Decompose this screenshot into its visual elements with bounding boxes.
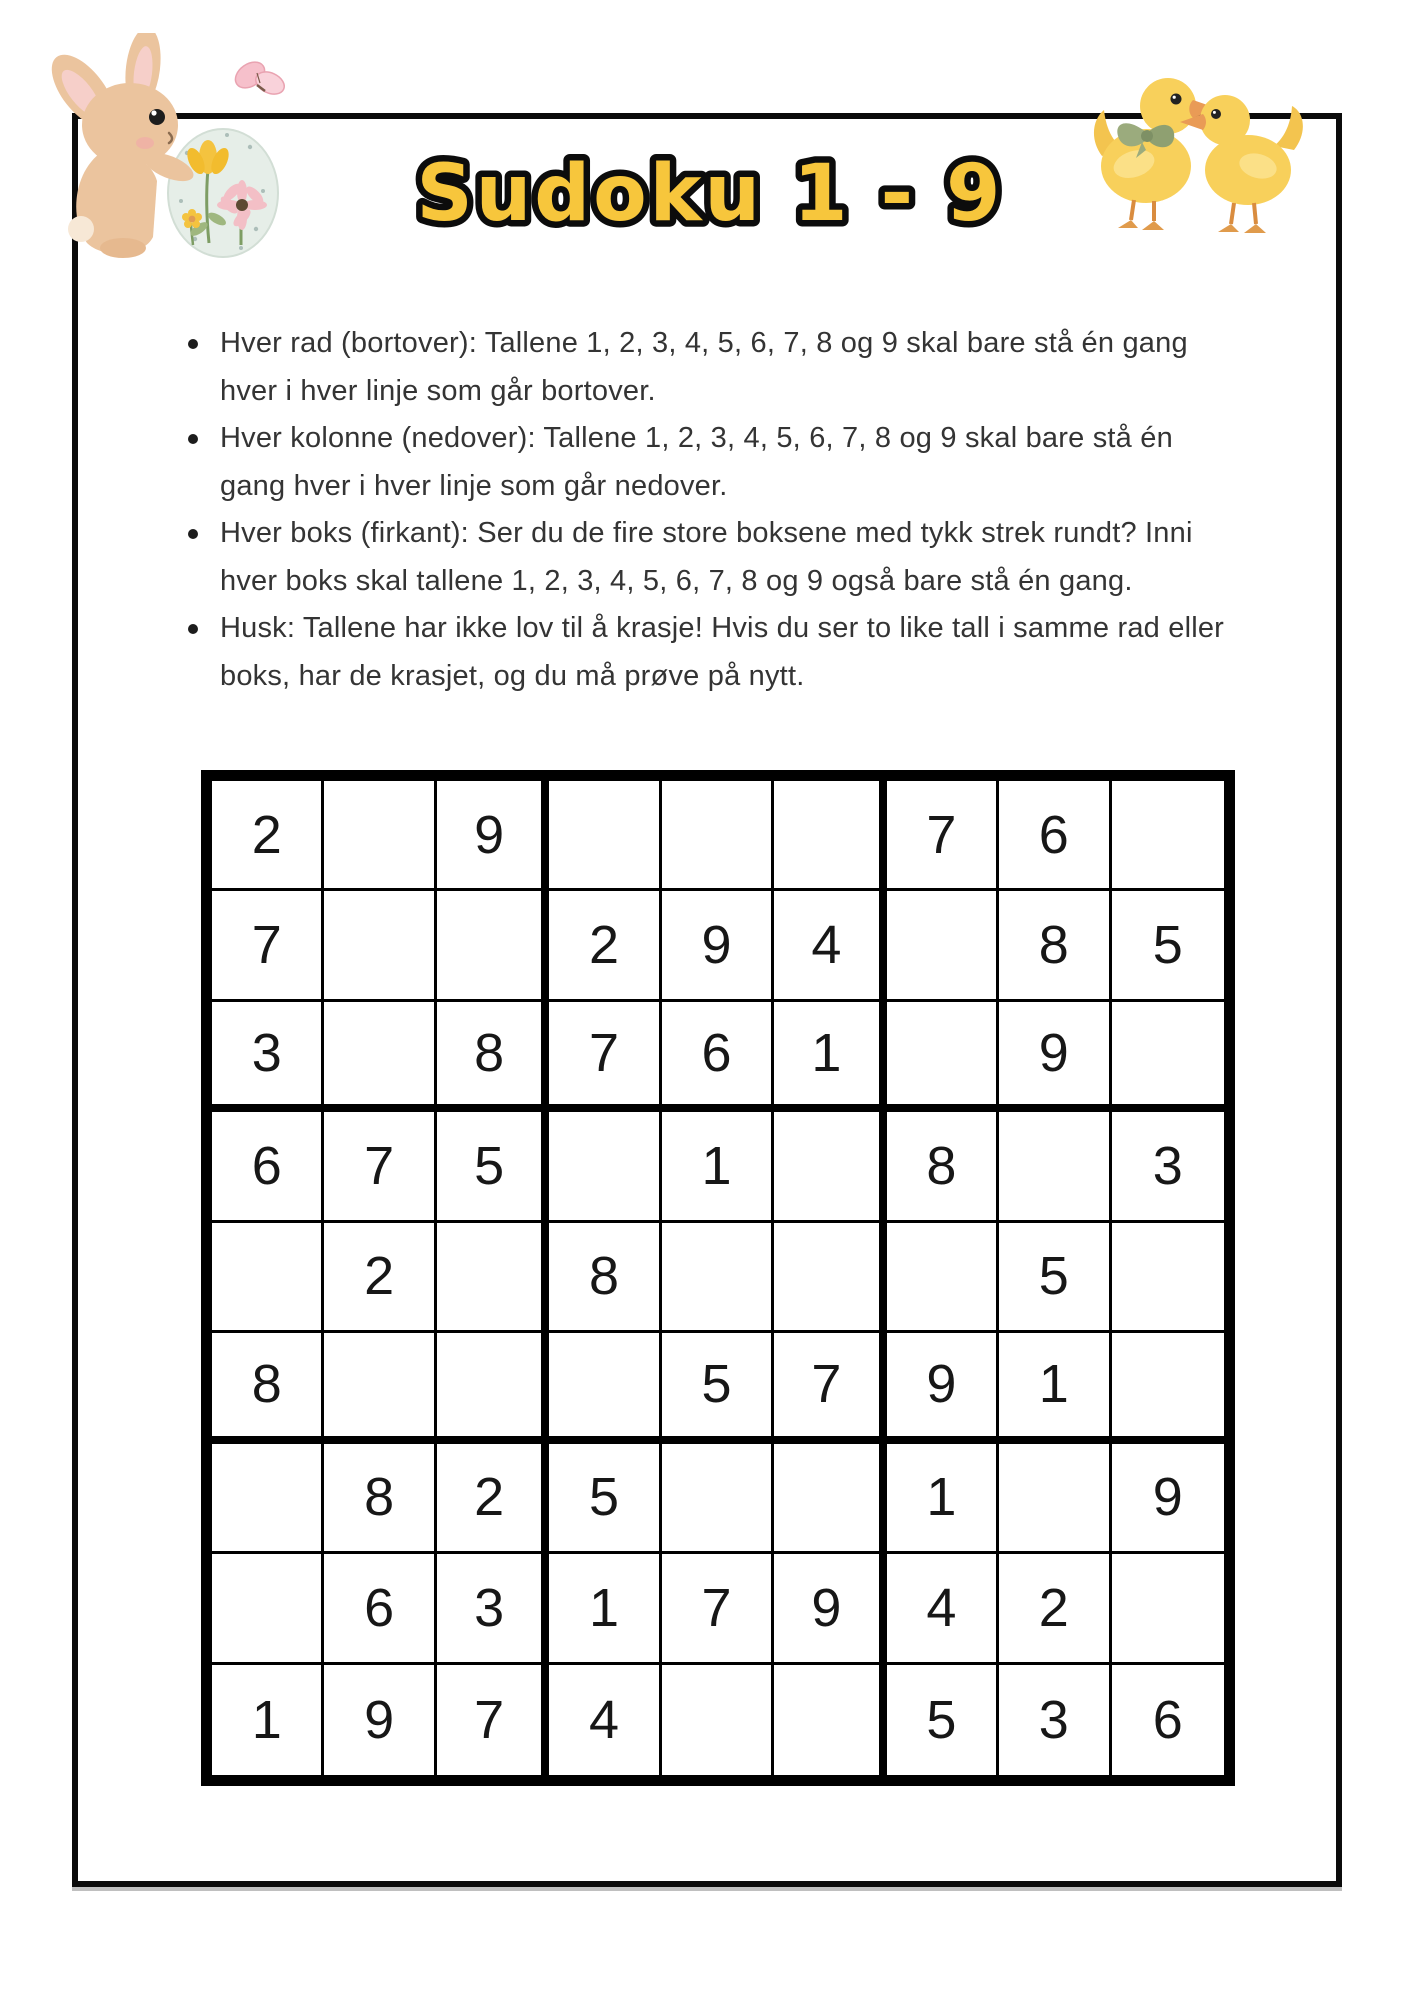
instruction-item-rows [188,320,1240,415]
bullet-dot [188,624,198,634]
sudoku-cell-given: 5 [999,1223,1111,1333]
bullet-dot [188,529,198,539]
sudoku-cell-empty[interactable] [437,891,549,1001]
sudoku-cell-empty[interactable] [1112,1223,1224,1333]
bunny-illustration [45,33,290,263]
sudoku-cell-given: 2 [324,1223,436,1333]
sudoku-cell-given: 2 [437,1444,549,1554]
sudoku-cell-given: 1 [212,1665,324,1775]
sudoku-cell-empty[interactable] [324,781,436,891]
sudoku-cell-empty[interactable] [774,1665,886,1775]
instruction-item-boxes [188,510,1240,605]
sudoku-cell-empty[interactable] [1112,1002,1224,1112]
sudoku-cell-given: 7 [774,1333,886,1443]
sudoku-cell-given: 1 [662,1112,774,1222]
sudoku-grid [201,770,1235,1786]
sudoku-cell-given: 1 [549,1554,661,1664]
duckling-icon [1180,95,1303,233]
sudoku-cell-empty[interactable] [549,1112,661,1222]
easter-egg-icon [168,129,278,257]
sudoku-cell-empty[interactable] [437,1333,549,1443]
sudoku-cell-given: 6 [1112,1665,1224,1775]
sudoku-cell-given: 5 [887,1665,999,1775]
sudoku-cell-given: 7 [437,1665,549,1775]
sudoku-cell-given: 7 [324,1112,436,1222]
sudoku-cell-given: 3 [999,1665,1111,1775]
sudoku-cell-given: 1 [887,1444,999,1554]
sudoku-cell-empty[interactable] [662,1444,774,1554]
bullet-dot [188,434,198,444]
sudoku-cell-given: 2 [212,781,324,891]
sudoku-cell-empty[interactable] [212,1444,324,1554]
sudoku-cell-given: 8 [999,891,1111,1001]
page-title-text: Sudoku 1 - 9 [416,149,1004,239]
sudoku-cell-given: 7 [662,1554,774,1664]
sudoku-cell-empty[interactable] [549,1333,661,1443]
sudoku-cell-empty[interactable] [437,1223,549,1333]
sudoku-cell-empty[interactable] [549,781,661,891]
instruction-text: Husk: Tallene har ikke lov til å krasje! Hvis du ser to like tall i samme rad eller boks, har de krasjet, og du må prøve på nytt. [220,612,1225,692]
sudoku-cell-given: 9 [774,1554,886,1664]
sudoku-cell-given: 9 [999,1002,1111,1112]
butterfly-icon [231,57,288,99]
sudoku-cell-given: 5 [1112,891,1224,1001]
sudoku-cell-empty[interactable] [887,891,999,1001]
sudoku-cell-given: 8 [549,1223,661,1333]
sudoku-cell-empty[interactable] [212,1554,324,1664]
sudoku-cell-given: 5 [549,1444,661,1554]
sudoku-cell-given: 4 [887,1554,999,1664]
sudoku-cell-given: 7 [549,1002,661,1112]
sudoku-cell-given: 9 [1112,1444,1224,1554]
sudoku-cell-given: 1 [774,1002,886,1112]
sudoku-cell-given: 8 [324,1444,436,1554]
sudoku-cell-given: 6 [324,1554,436,1664]
sudoku-cell-empty[interactable] [774,1112,886,1222]
sudoku-cell-empty[interactable] [999,1444,1111,1554]
instruction-item-remember [188,605,1240,700]
sudoku-cell-empty[interactable] [212,1223,324,1333]
sudoku-cell-given: 3 [212,1002,324,1112]
sudoku-cell-empty[interactable] [324,1002,436,1112]
sudoku-cell-given: 6 [662,1002,774,1112]
sudoku-cell-empty[interactable] [324,1333,436,1443]
sudoku-cell-given: 8 [887,1112,999,1222]
sudoku-cell-given: 9 [437,781,549,891]
sudoku-cell-given: 8 [212,1333,324,1443]
sudoku-cell-given: 7 [212,891,324,1001]
sudoku-cell-given: 6 [999,781,1111,891]
sudoku-cell-given: 8 [437,1002,549,1112]
sudoku-cell-empty[interactable] [1112,1554,1224,1664]
sudoku-cell-empty[interactable] [999,1112,1111,1222]
sudoku-cell-empty[interactable] [887,1002,999,1112]
sudoku-cell-given: 1 [999,1333,1111,1443]
sudoku-cell-given: 9 [887,1333,999,1443]
sudoku-cell-given: 3 [1112,1112,1224,1222]
sudoku-cell-empty[interactable] [662,1665,774,1775]
sudoku-cell-given: 5 [437,1112,549,1222]
sudoku-cell-given: 3 [437,1554,549,1664]
sudoku-cell-empty[interactable] [662,781,774,891]
instruction-item-columns [188,415,1240,510]
sudoku-cell-given: 9 [662,891,774,1001]
page-title [370,128,1050,258]
sudoku-cell-empty[interactable] [1112,781,1224,891]
sudoku-cell-given: 4 [549,1665,661,1775]
instructions-list [188,320,1240,700]
sudoku-cell-given: 4 [774,891,886,1001]
duckling-with-bow-icon [1094,78,1216,230]
instruction-text: Hver kolonne (nedover): Tallene 1, 2, 3, 4, 5, 6, 7, 8 og 9 skal bare stå én gang hver i hver linje som går nedover. [220,422,1173,502]
sudoku-cell-empty[interactable] [662,1223,774,1333]
sudoku-cell-empty[interactable] [774,1444,886,1554]
sudoku-cell-given: 9 [324,1665,436,1775]
sudoku-cell-empty[interactable] [774,1223,886,1333]
sudoku-cell-given: 6 [212,1112,324,1222]
instruction-text: Hver rad (bortover): Tallene 1, 2, 3, 4, 5, 6, 7, 8 og 9 skal bare stå én gang hver i hver linje som går bortover. [220,327,1188,407]
sudoku-cell-empty[interactable] [324,891,436,1001]
bullet-dot [188,339,198,349]
ducks-illustration [1082,58,1317,238]
sudoku-cell-empty[interactable] [887,1223,999,1333]
sudoku-cell-given: 7 [887,781,999,891]
instruction-text: Hver boks (firkant): Ser du de fire store boksene med tykk strek rundt? Inni hver boks skal tallene 1, 2, 3, 4, 5, 6, 7, 8 og 9 også bare stå én gang. [220,517,1193,597]
sudoku-cell-empty[interactable] [774,781,886,891]
sudoku-cell-given: 2 [549,891,661,1001]
sudoku-cell-given: 5 [662,1333,774,1443]
sudoku-cell-given: 2 [999,1554,1111,1664]
sudoku-cell-empty[interactable] [1112,1333,1224,1443]
